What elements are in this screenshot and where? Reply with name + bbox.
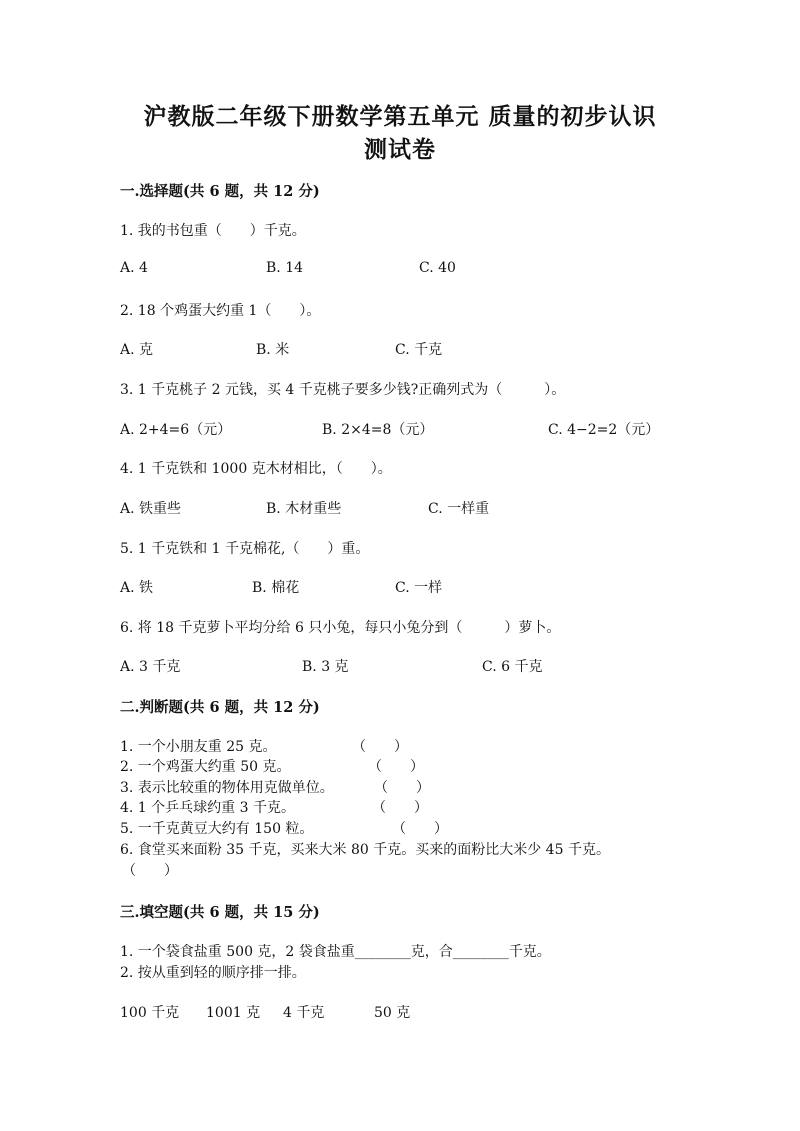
option-b: B. 米 (256, 342, 290, 358)
weight-item: 50 克 (374, 1005, 411, 1021)
question-text: 5. 1 千克铁和 1 千克棉花,（ ）重。 (120, 541, 370, 557)
answer-parentheses: （ ） (392, 821, 448, 837)
page-title: 沪教版二年级下册数学第五单元 质量的初步认识 (143, 103, 657, 130)
option-a: A. 4 (120, 260, 148, 276)
option-b: B. 3 克 (302, 659, 349, 675)
option-a: A. 2+4=6（元） (120, 422, 232, 438)
option-a: A. 3 千克 (120, 659, 181, 675)
answer-parentheses: （ ） (352, 739, 408, 755)
option-b: B. 木材重些 (266, 501, 342, 517)
weight-item: 1001 克 (206, 1005, 261, 1021)
option-b: B. 棉花 (252, 580, 300, 596)
answer-parentheses: （ ） (368, 759, 424, 775)
answer-parentheses: （ ） (374, 780, 430, 796)
option-a: A. 铁重些 (120, 501, 182, 517)
answer-parentheses: （ ） (122, 863, 178, 879)
weight-item: 4 千克 (283, 1005, 325, 1021)
option-c: C. 40 (419, 260, 456, 276)
judge-item: 1. 一个小朋友重 25 克。 (120, 739, 277, 755)
option-a: A. 克 (120, 342, 154, 358)
option-b: B. 2×4=8（元） (322, 422, 434, 438)
fill-question: 1. 一个袋食盐重 500 克，2 袋食盐重________克，合________千克。 (120, 944, 551, 960)
option-c: C. 一样重 (428, 501, 490, 517)
section-heading-choice: 一.选择题(共 6 题，共 12 分) (120, 183, 320, 200)
judge-item: 5. 一千克黄豆大约有 150 粒。 (120, 821, 314, 837)
judge-item: 6. 食堂买来面粉 35 千克，买来大米 80 千克。买来的面粉比大米少 45 千克。 (120, 842, 610, 858)
judge-item: 2. 一个鸡蛋大约重 50 克。 (120, 759, 291, 775)
question-text: 2. 18 个鸡蛋大约重 1（ ）。 (120, 303, 321, 319)
question-text: 3. 1 千克桃子 2 元钱，买 4 千克桃子要多少钱?正确列式为（ ）。 (120, 382, 566, 398)
fill-question: 2. 按从重到轻的顺序排一排。 (120, 965, 306, 981)
judge-item: 3. 表示比较重的物体用克做单位。 (120, 780, 334, 796)
option-c: C. 4−2=2（元） (548, 422, 660, 438)
option-b: B. 14 (266, 260, 304, 276)
option-a: A. 铁 (120, 580, 154, 596)
question-text: 1. 我的书包重（ ）千克。 (120, 223, 306, 239)
option-c: C. 千克 (395, 342, 443, 358)
section-heading-fill: 三.填空题(共 6 题，共 15 分) (120, 904, 320, 921)
option-c: C. 一样 (395, 580, 443, 596)
answer-parentheses: （ ） (372, 800, 428, 816)
section-heading-judge: 二.判断题(共 6 题，共 12 分) (120, 699, 320, 716)
weight-item: 100 千克 (120, 1005, 180, 1021)
question-text: 4. 1 千克铁和 1000 克木材相比，（ ）。 (120, 461, 392, 477)
option-c: C. 6 千克 (482, 659, 543, 675)
question-text: 6. 将 18 千克萝卜平均分给 6 只小兔，每只小兔分到（ ）萝卜。 (120, 620, 561, 636)
judge-item: 4. 1 个乒乓球约重 3 千克。 (120, 800, 295, 816)
page-subtitle: 测试卷 (364, 136, 436, 163)
